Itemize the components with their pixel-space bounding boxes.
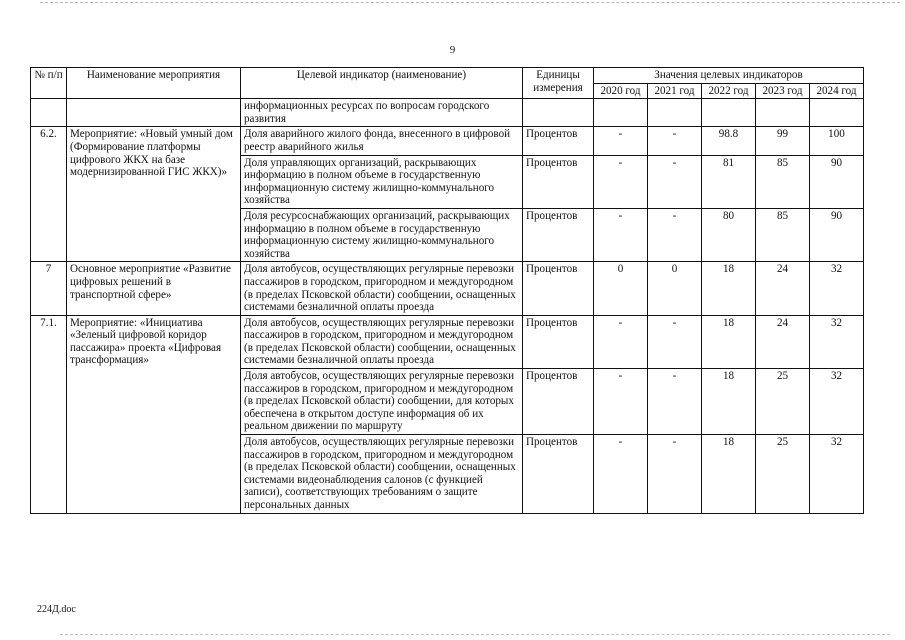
- header-year: 2021 год: [648, 83, 702, 99]
- continuation-value-cell: [810, 99, 864, 127]
- indicator-value: 18: [702, 315, 756, 368]
- unit-cell: Процентов: [523, 315, 594, 368]
- indicator-name: Доля управляющих организаций, раскрывающих информацию в полном объеме в государственную информационную систему жилищно-коммунального хозяйства: [241, 155, 523, 208]
- header-year: 2024 год: [810, 83, 864, 99]
- row-number: 7.1.: [31, 315, 67, 513]
- indicator-value: 81: [702, 155, 756, 208]
- indicator-value: 32: [810, 262, 864, 315]
- continuation-row: [31, 99, 864, 127]
- indicator-value: 85: [756, 155, 810, 208]
- indicator-value: 32: [810, 369, 864, 435]
- header-year: 2023 год: [756, 83, 810, 99]
- unit-cell: Процентов: [523, 208, 594, 261]
- indicator-value: 0: [648, 262, 702, 315]
- header-units: Единицы измерения: [523, 68, 594, 99]
- indicator-value: 32: [810, 315, 864, 368]
- indicator-name: Доля аварийного жилого фонда, внесенного в цифровой реестр аварийного жилья: [241, 127, 523, 155]
- indicator-value: 18: [702, 262, 756, 315]
- indicator-name: Доля ресурсоснабжающих организаций, раскрывающих информацию в полном объеме в государственную информационную систему жилищно-коммунального хозяйства: [241, 208, 523, 261]
- continuation-name-cell: [67, 99, 241, 127]
- continuation-value-cell: [648, 99, 702, 127]
- indicator-value: 100: [810, 127, 864, 155]
- row-number: 7: [31, 262, 67, 315]
- row-number: 6.2.: [31, 127, 67, 262]
- indicator-value: 98.8: [702, 127, 756, 155]
- indicator-value: -: [594, 369, 648, 435]
- unit-cell: Процентов: [523, 127, 594, 155]
- indicator-value: 32: [810, 435, 864, 514]
- indicator-value: 90: [810, 155, 864, 208]
- indicator-value: -: [594, 127, 648, 155]
- indicator-value: 25: [756, 435, 810, 514]
- table-header-row: [31, 68, 864, 84]
- unit-cell: Процентов: [523, 155, 594, 208]
- indicator-value: 18: [702, 435, 756, 514]
- indicator-value: -: [648, 369, 702, 435]
- continuation-indicator: информационных ресурсах по вопросам городского развития: [241, 99, 523, 127]
- indicators-table: [30, 67, 864, 514]
- header-values: Значения целевых индикаторов: [594, 68, 864, 84]
- continuation-value-cell: [594, 99, 648, 127]
- table-row: [31, 315, 864, 368]
- indicator-value: -: [648, 155, 702, 208]
- continuation-unit-cell: [523, 99, 594, 127]
- indicator-value: 80: [702, 208, 756, 261]
- indicator-value: 0: [594, 262, 648, 315]
- indicator-value: -: [594, 155, 648, 208]
- indicator-value: -: [594, 435, 648, 514]
- scan-artifact-top: [40, 2, 900, 3]
- header-year: 2020 год: [594, 83, 648, 99]
- indicator-value: -: [648, 127, 702, 155]
- activity-name: Мероприятие: «Инициатива «Зеленый цифровой коридор пассажира» проекта «Цифровая трансформация»: [67, 315, 241, 513]
- indicator-name: Доля автобусов, осуществляющих регулярные перевозки пассажиров в городском, пригородном и междугородном (в пределах Псковской области) сообщении, оснащенных системами безналичной оплаты проезда: [241, 262, 523, 315]
- activity-name: Основное мероприятие «Развитие цифровых решений в транспортной сфере»: [67, 262, 241, 315]
- header-indicator: Целевой индикатор (наименование): [241, 68, 523, 99]
- unit-cell: Процентов: [523, 369, 594, 435]
- page-number: 9: [449, 44, 456, 56]
- indicator-value: -: [648, 315, 702, 368]
- header-name: Наименование мероприятия: [67, 68, 241, 99]
- scan-artifact-bottom: [60, 634, 890, 635]
- indicator-value: 25: [756, 369, 810, 435]
- indicator-value: -: [648, 435, 702, 514]
- indicator-value: 24: [756, 315, 810, 368]
- continuation-num-cell: [31, 99, 67, 127]
- indicator-value: 24: [756, 262, 810, 315]
- indicator-value: 99: [756, 127, 810, 155]
- indicator-name: Доля автобусов, осуществляющих регулярные перевозки пассажиров в городском, пригородном и междугородном (в пределах Псковской области) сообщении, для которых обеспечена в открытом доступе информация об их реальном движении по маршруту: [241, 369, 523, 435]
- continuation-value-cell: [756, 99, 810, 127]
- continuation-value-cell: [702, 99, 756, 127]
- table-row: [31, 262, 864, 315]
- indicator-value: -: [648, 208, 702, 261]
- indicator-value: 85: [756, 208, 810, 261]
- indicator-value: -: [594, 208, 648, 261]
- table-row: [31, 127, 864, 155]
- file-name-footer: 224Д.doc: [37, 604, 76, 615]
- unit-cell: Процентов: [523, 262, 594, 315]
- indicator-value: -: [594, 315, 648, 368]
- header-num: № п/п: [31, 68, 67, 99]
- indicator-value: 90: [810, 208, 864, 261]
- indicator-value: 18: [702, 369, 756, 435]
- unit-cell: Процентов: [523, 435, 594, 514]
- header-year: 2022 год: [702, 83, 756, 99]
- indicator-name: Доля автобусов, осуществляющих регулярные перевозки пассажиров в городском, пригородном и междугородном (в пределах Псковской области) сообщении, оснащенных системами безналичной оплаты проезда: [241, 315, 523, 368]
- indicator-name: Доля автобусов, осуществляющих регулярные перевозки пассажиров в городском, пригородном и междугородном (в пределах Псковской области) сообщении, оснащенных системами видеонаблюдения салонов (с функцией записи), соответствующих требованиям о защите персональных данных: [241, 435, 523, 514]
- activity-name: Мероприятие: «Новый умный дом (Формирование платформы цифрового ЖКХ на базе модернизированной ГИС ЖКХ)»: [67, 127, 241, 262]
